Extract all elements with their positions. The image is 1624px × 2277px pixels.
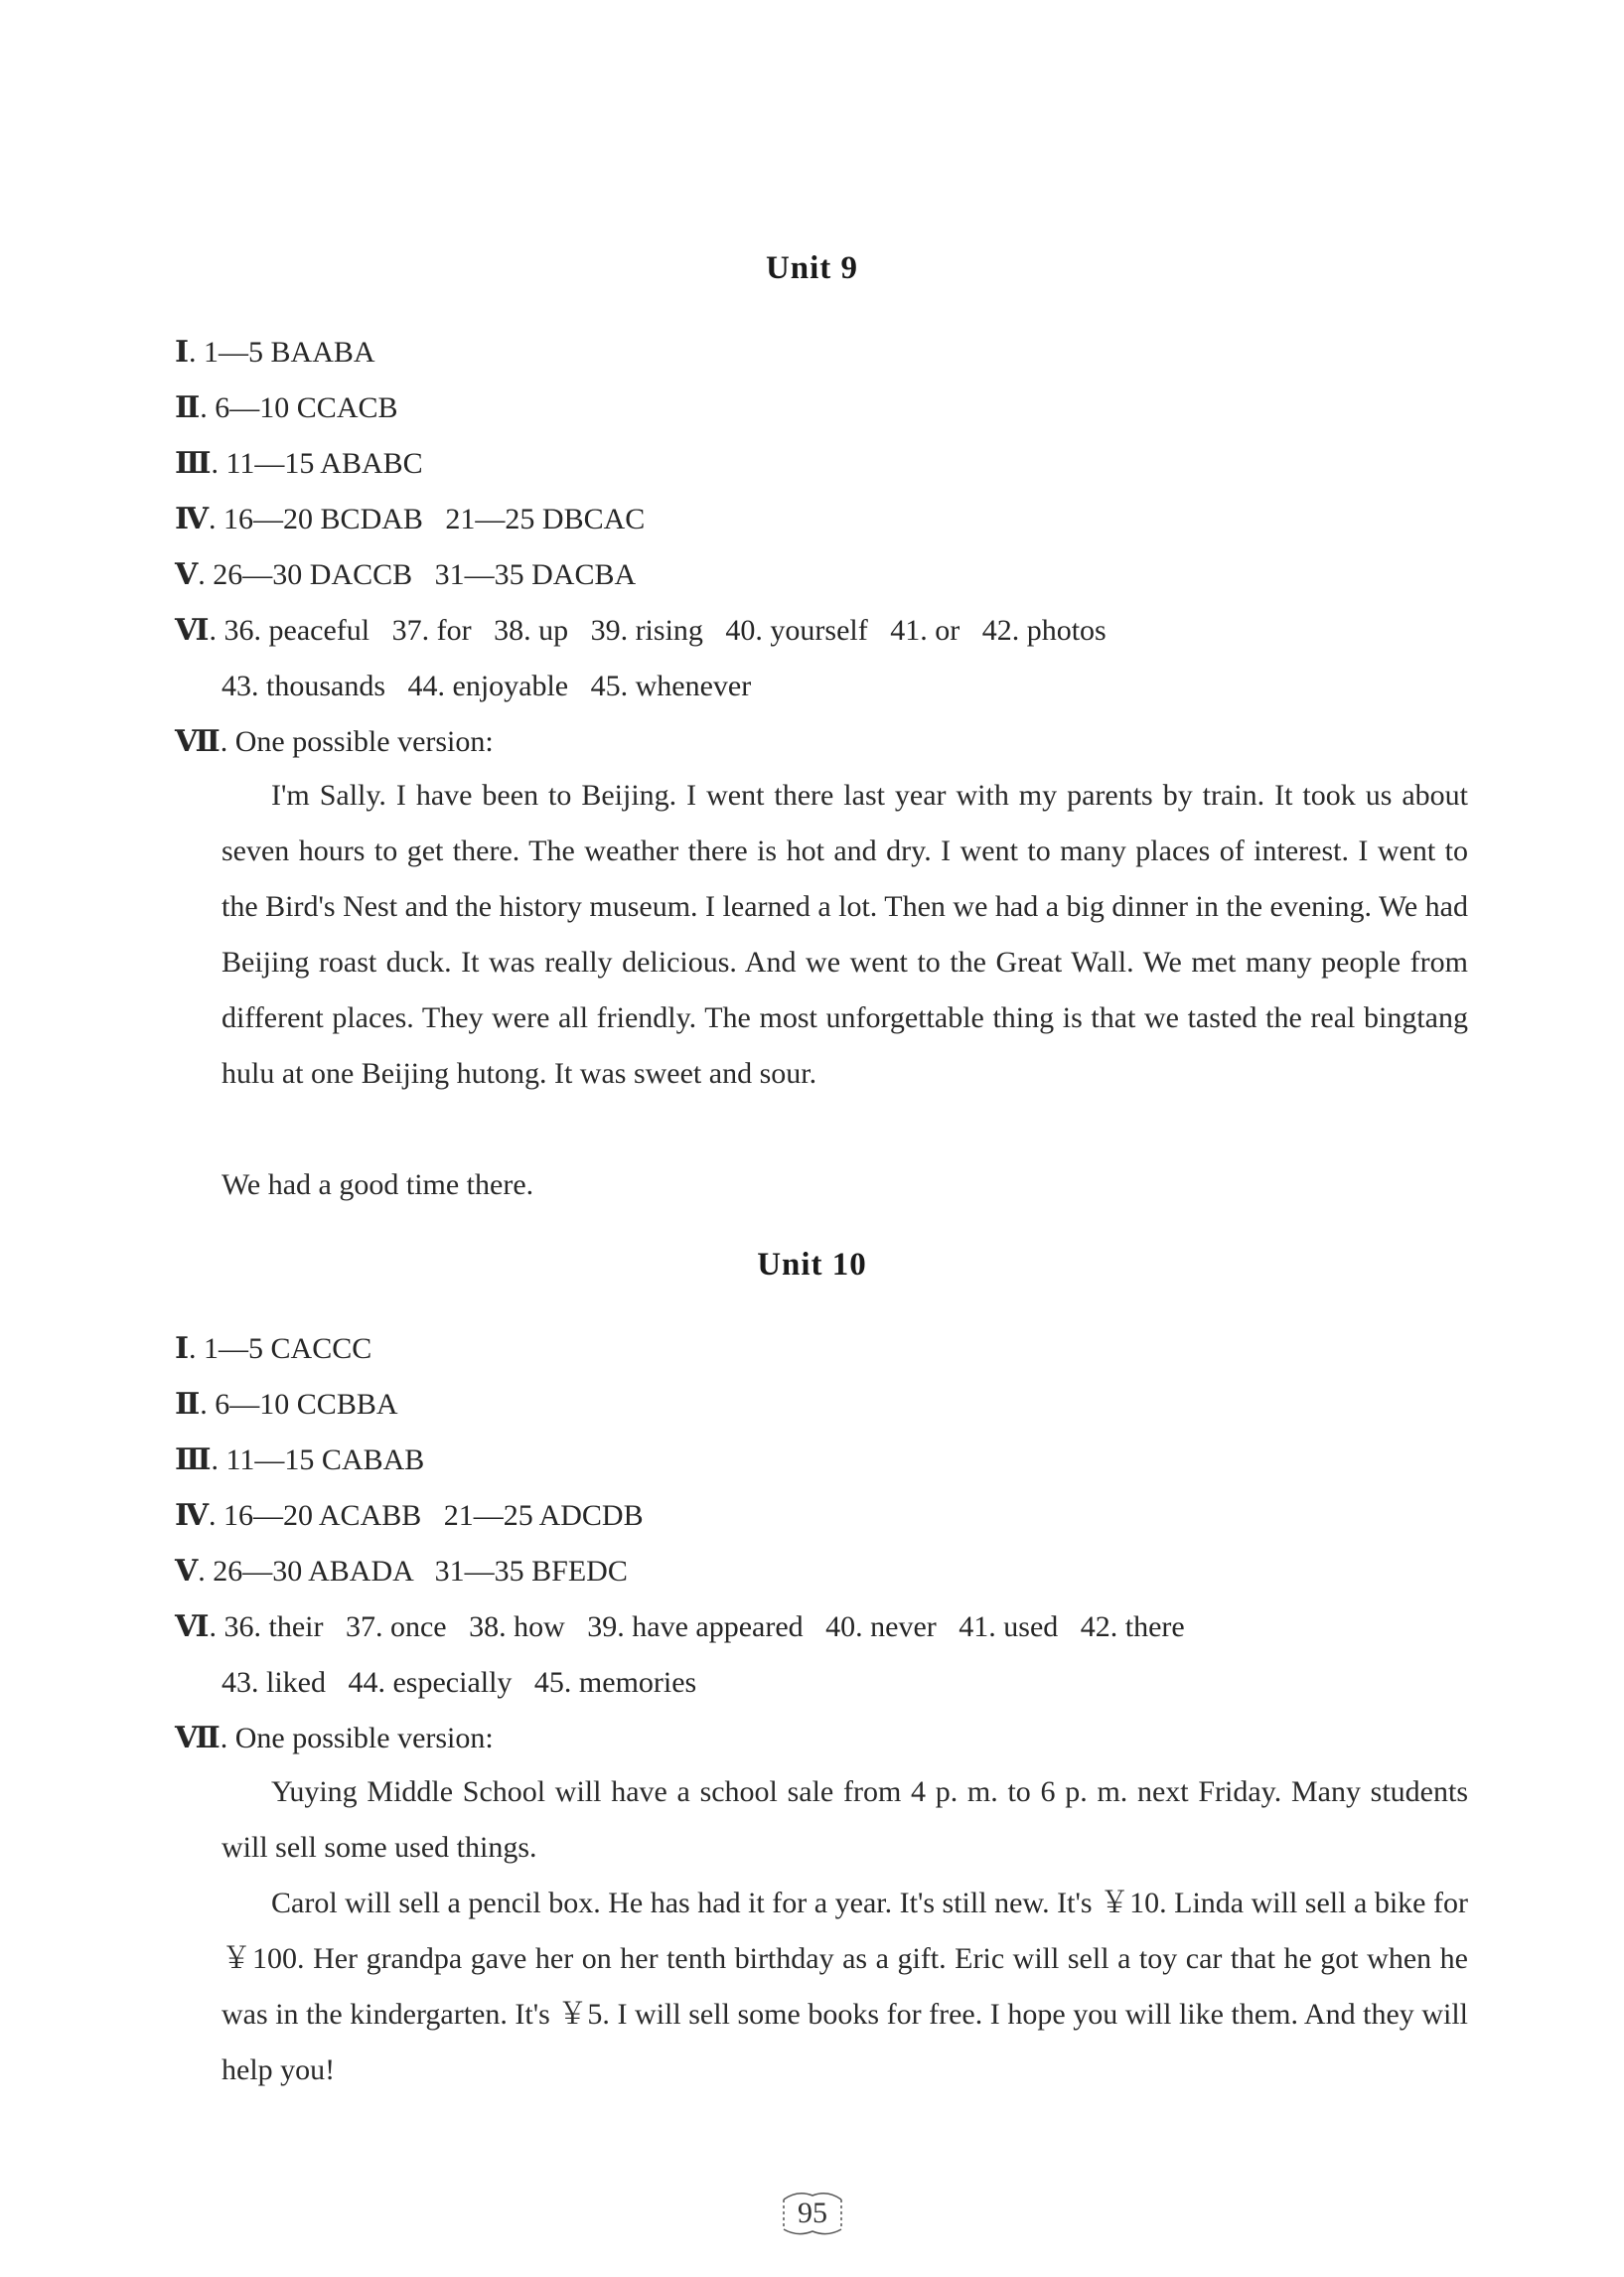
- roman-numeral: Ⅳ: [175, 503, 210, 535]
- unit-9-answer-4: [175, 502, 645, 537]
- roman-numeral: Ⅲ: [175, 447, 212, 480]
- unit-10-title: Unit 10: [757, 1247, 867, 1283]
- page-number-text: 95: [798, 2197, 827, 2229]
- unit-10-answer-6: [175, 1609, 1185, 1645]
- roman-numeral: Ⅴ: [175, 558, 199, 591]
- unit-10-answer-1: [175, 1331, 371, 1367]
- version-label: . One possible version:: [220, 725, 494, 758]
- unit-9-version-heading: [175, 724, 494, 760]
- answer-text: . 26—30 ABADA 31—35 BFEDC: [198, 1555, 628, 1588]
- roman-numeral: Ⅰ: [175, 336, 190, 369]
- answer-text: . 1—5 CACCC: [189, 1332, 372, 1365]
- answer-text: . 1—5 BAABA: [189, 336, 375, 369]
- unit-9-essay: I'm Sally. I have been to Beijing. I went there last year with my parents by train. It took us about seven hours to get there. The weather there is hot and dry. I went to many places of interest. I went to the Bird's Nest and the history museum. I learned a lot. Then we had a big dinner in the evening. We had Beijing roast duck. It was really delicious. And we went to the Great Wall. We met many people from different places. They were all friendly. The most unforgettable thing is that we tasted the real bingtang hulu at one Beijing hutong. It was sweet and sour.: [221, 779, 1468, 1090]
- roman-numeral: Ⅰ: [175, 1332, 190, 1365]
- roman-numeral: Ⅳ: [175, 1499, 210, 1532]
- roman-numeral: Ⅴ: [175, 1555, 199, 1588]
- answer-text: . 36. peaceful 37. for 38. up 39. rising 40. yourself 41. or 42. photos: [209, 614, 1107, 647]
- roman-numeral: Ⅱ: [175, 391, 201, 424]
- page-number: [778, 2186, 847, 2241]
- roman-numeral: Ⅱ: [175, 1388, 201, 1421]
- unit-10-essay-paragraph-2: Carol will sell a pencil box. He has had it for a year. It's still new. It's ￥10. Linda will sell a bike for ￥100. Her grandpa gave her on her tenth birthday as a gift. Eric will sell a toy car that he got when he was in the kindergarten. It's ￥5. I will sell some books for free. I hope you will like them. And they will help you!: [221, 1887, 1468, 2086]
- unit-10-answer-3: [175, 1442, 424, 1478]
- unit-10-answer-4: [175, 1498, 644, 1534]
- answer-text: . 11—15 CABAB: [211, 1443, 425, 1476]
- unit-9-answer-1: [175, 335, 375, 371]
- answer-text: . 6—10 CCBBA: [200, 1388, 398, 1421]
- unit-9-answer-5: [175, 557, 636, 593]
- unit-10-answer-2: [175, 1387, 398, 1423]
- version-label: . One possible version:: [220, 1722, 494, 1754]
- answer-text: . 26—30 DACCB 31—35 DACBA: [198, 558, 637, 591]
- answer-text: . 36. their 37. once 38. how 39. have appeared 40. never 41. used 42. there: [209, 1610, 1185, 1643]
- answer-text: . 16—20 ACABB 21—25 ADCDB: [209, 1499, 644, 1532]
- unit-10-answer-6-continued: 43. liked 44. especially 45. memories: [221, 1666, 697, 1699]
- roman-numeral: Ⅲ: [175, 1443, 212, 1476]
- unit-9-answer-6: [175, 613, 1107, 649]
- roman-numeral: Ⅶ: [175, 725, 221, 758]
- roman-numeral: Ⅵ: [175, 614, 210, 647]
- answer-text: . 6—10 CCACB: [200, 391, 398, 424]
- unit-9-essay-closing: We had a good time there.: [221, 1168, 534, 1201]
- answer-text: . 16—20 BCDAB 21—25 DBCAC: [209, 503, 646, 535]
- unit-10-version-heading: [175, 1721, 494, 1756]
- unit-10-answer-5: [175, 1554, 628, 1590]
- unit-9-answer-6-continued: 43. thousands 44. enjoyable 45. whenever: [221, 670, 752, 702]
- answer-text: . 11—15 ABABC: [211, 447, 423, 480]
- roman-numeral: Ⅶ: [175, 1722, 221, 1754]
- roman-numeral: Ⅵ: [175, 1610, 210, 1643]
- unit-9-answer-3: [175, 446, 423, 482]
- unit-9-title: Unit 9: [765, 250, 859, 286]
- unit-9-answer-2: [175, 390, 398, 426]
- unit-10-essay-paragraph-1: Yuying Middle School will have a school sale from 4 p. m. to 6 p. m. next Friday. Many students will sell some used things.: [221, 1775, 1468, 1864]
